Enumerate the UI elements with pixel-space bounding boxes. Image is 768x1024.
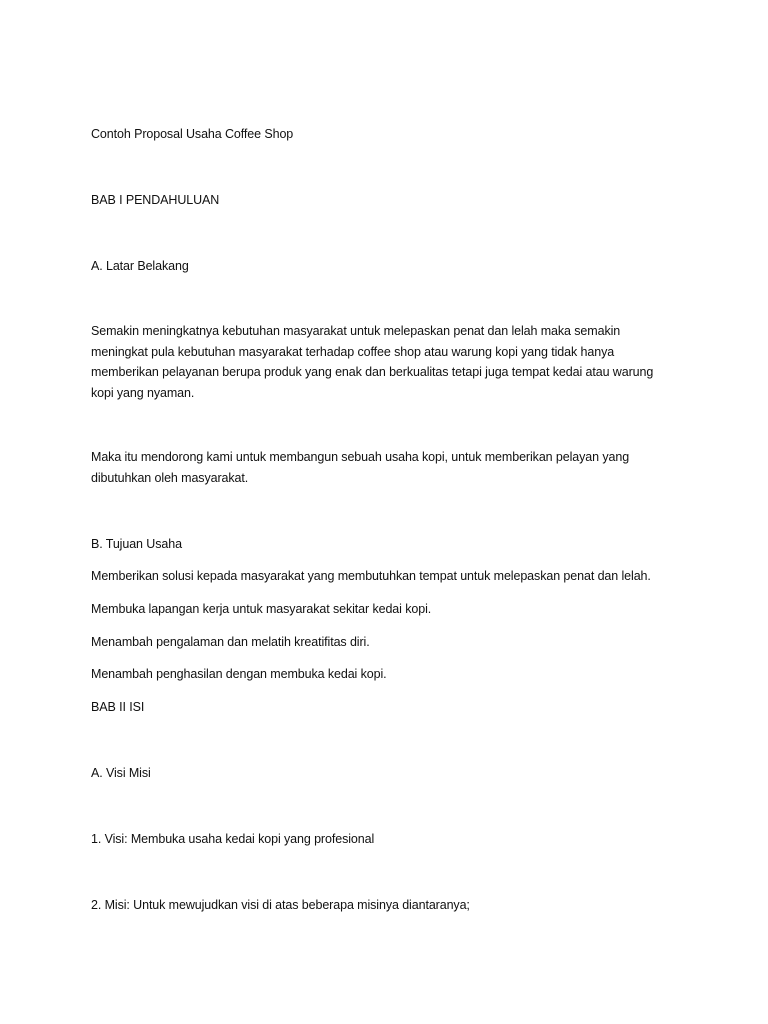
section-heading-tujuan-usaha: B. Tujuan Usaha: [91, 537, 182, 551]
document-title: Contoh Proposal Usaha Coffee Shop: [91, 127, 294, 141]
visi-item: 1. Visi: Membuka usaha kedai kopi yang profesional: [91, 832, 375, 846]
goal-item: Memberikan solusi kepada masyarakat yang membutuhkan tempat untuk melepaskan penat dan lelah.: [91, 569, 651, 583]
paragraph-latar-belakang: [91, 321, 691, 403]
paragraph-line: kopi yang nyaman.: [91, 385, 195, 400]
goal-item: Membuka lapangan kerja untuk masyarakat sekitar kedai kopi.: [91, 602, 432, 616]
goal-item: Menambah pengalaman dan melatih kreatifitas diri.: [91, 635, 370, 649]
paragraph-motivation: [91, 447, 691, 488]
goal-item: Menambah penghasilan dengan membuka kedai kopi.: [91, 667, 387, 681]
section-heading-latar-belakang: A. Latar Belakang: [91, 259, 189, 273]
paragraph-line: memberikan pelayanan berupa produk yang enak dan berkualitas tetapi juga tempat kedai atau warung: [91, 365, 654, 379]
paragraph-line: dibutuhkan oleh masyarakat.: [91, 470, 249, 485]
paragraph-line: Maka itu mendorong kami untuk membangun sebuah usaha kopi, untuk memberikan pelayan yang: [91, 450, 630, 464]
chapter-heading-bab1: BAB I PENDAHULUAN: [91, 193, 220, 207]
misi-item: 2. Misi: Untuk mewujudkan visi di atas beberapa misinya diantaranya;: [91, 898, 470, 912]
paragraph-line: meningkat pula kebutuhan masyarakat terhadap coffee shop atau warung kopi yang tidak hanya: [91, 344, 615, 359]
chapter-heading-bab2: BAB II ISI: [91, 700, 145, 714]
section-heading-visi-misi: A. Visi Misi: [91, 766, 151, 780]
paragraph-line: Semakin meningkatnya kebutuhan masyarakat untuk melepaskan penat dan lelah maka semakin: [91, 324, 621, 338]
